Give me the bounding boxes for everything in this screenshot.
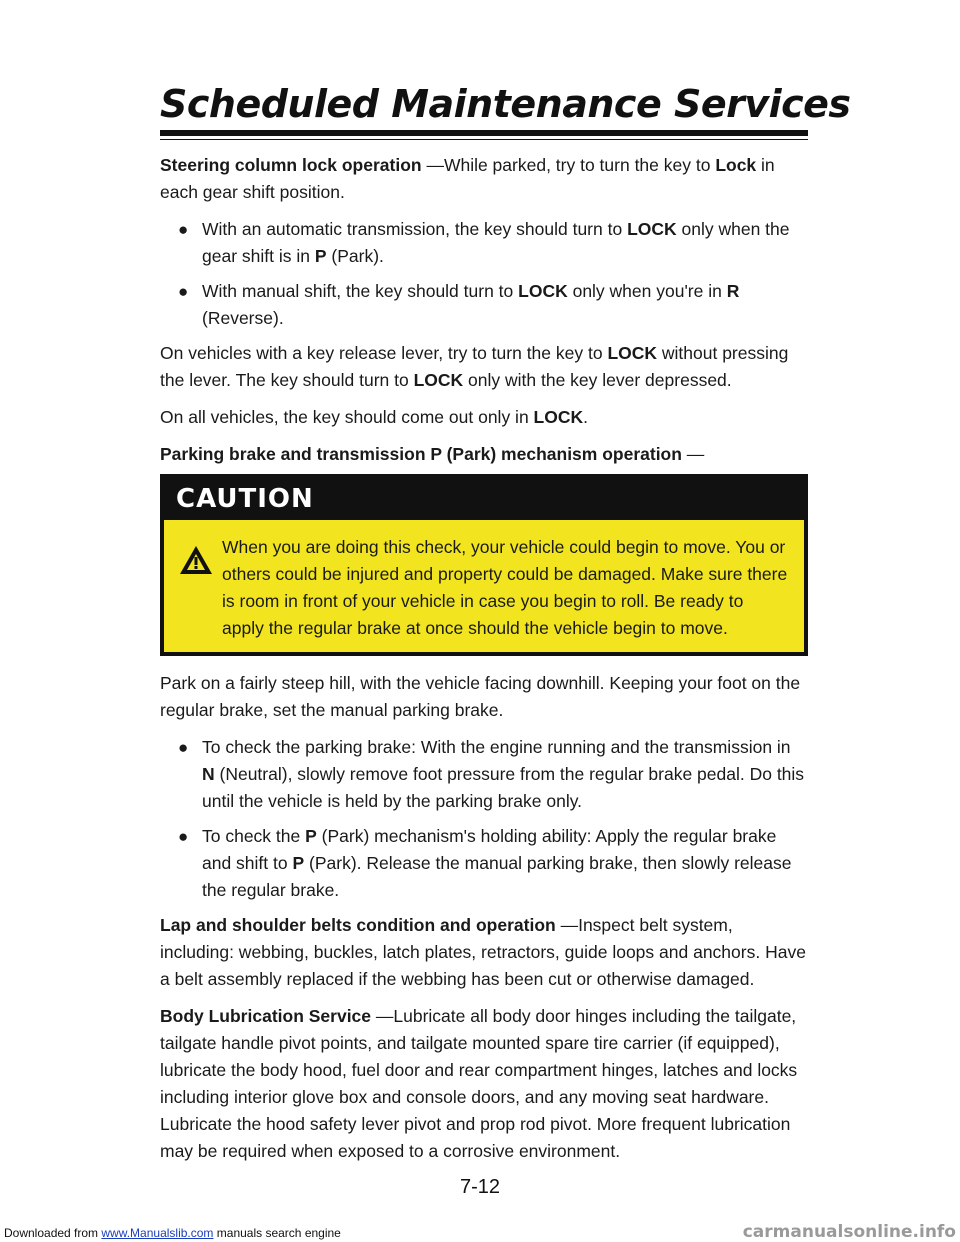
title-rule bbox=[160, 130, 808, 136]
bullet-text: (Park). Release the manual parking brake, then slowly release the regular brake. bbox=[202, 853, 792, 900]
bullet-bold: P bbox=[292, 853, 305, 873]
parking-heading-paragraph bbox=[160, 441, 808, 468]
page-title: Scheduled Maintenance Services bbox=[160, 82, 851, 126]
steering-text: —While parked, try to turn the key to bbox=[421, 155, 716, 175]
page-content bbox=[160, 152, 808, 1175]
caution-text: When you are doing this check, your vehicle could begin to move. You or others could be injured and property could be damaged. Make sure there is room in front of your vehicle in case you begin to roll. Be ready to apply the regular brake at once should the vehicle begin to move. bbox=[222, 537, 788, 638]
bullet-dot-icon: ● bbox=[178, 282, 189, 301]
text: —Inspect belt system, including: webbing, buckles, latch plates, retractors, guide loops and anchors. Have a belt assembly replaced if the webbing has been cut or otherwise damaged. bbox=[160, 915, 806, 989]
bullet-text: To check the parking brake: With the engine running and the transmission in bbox=[202, 737, 791, 757]
belts-heading: Lap and shoulder belts condition and operation bbox=[160, 915, 556, 935]
bullet-bold: R bbox=[726, 281, 740, 301]
bullet-text: only when you're in bbox=[567, 281, 727, 301]
bullet-text: (Reverse). bbox=[202, 308, 284, 328]
steering-paragraph bbox=[160, 152, 808, 206]
bullet-text: (Park) mechanism's holding ability: Apply the regular brake and shift to bbox=[202, 826, 777, 873]
bullet-bold: LOCK bbox=[627, 219, 677, 239]
text: On all vehicles, the key should come out only in bbox=[160, 407, 534, 427]
list-item bbox=[160, 278, 808, 332]
lubrication-heading: Body Lubrication Service bbox=[160, 1006, 372, 1026]
text: —Lubricate all body door hinges including the tailgate, tailgate handle pivot points, and tailgate mounted spare tire carrier (if equipped), lubricate the body hood, fuel door and rear compartment hinges, latches and locks including interior glove box and console doors, and any moving seat hardware. Lubricate the hood safety lever pivot and prop rod pivot. More frequent lubrication may be required when exposed to a corrosive environment. bbox=[160, 1006, 798, 1161]
download-footer bbox=[4, 1226, 341, 1240]
bullet-dot-icon: ● bbox=[178, 827, 189, 846]
text: On vehicles with a key release lever, try to turn the key to bbox=[160, 343, 608, 363]
bullet-text: With an automatic transmission, the key should turn to bbox=[202, 219, 628, 239]
page-number: 7-12 bbox=[459, 1176, 501, 1198]
footer-prefix: Downloaded from bbox=[4, 1226, 102, 1240]
text: only with the key lever depressed. bbox=[463, 370, 732, 390]
bullet-bold: N bbox=[202, 764, 215, 784]
steering-heading: Steering column lock operation bbox=[160, 155, 422, 175]
bullet-text: (Neutral), slowly remove foot pressure from the regular brake pedal. Do this until the vehicle is held by the parking brake only. bbox=[202, 764, 805, 811]
steering-text2: in each gear shift position. bbox=[160, 155, 775, 202]
lubrication-paragraph bbox=[160, 1003, 808, 1165]
title-rule-thin bbox=[160, 139, 808, 140]
bullet-bold: LOCK bbox=[518, 281, 568, 301]
warning-triangle-icon bbox=[178, 544, 214, 576]
text: without pressing the lever. The key should turn to bbox=[160, 343, 789, 390]
bold-text: LOCK bbox=[607, 343, 658, 363]
bullet-bold: P bbox=[305, 826, 317, 846]
bullet-bold: P bbox=[314, 246, 327, 266]
all-vehicles-paragraph bbox=[160, 404, 808, 431]
text: — bbox=[681, 444, 705, 464]
bullet-dot-icon: ● bbox=[178, 220, 189, 239]
bullet-text: To check the bbox=[202, 826, 306, 846]
bullet-text: (Park). bbox=[326, 246, 384, 266]
caution-box bbox=[160, 474, 808, 656]
caution-label: CAUTION bbox=[164, 478, 804, 520]
footer-suffix: manuals search engine bbox=[213, 1226, 341, 1240]
list-item bbox=[160, 216, 808, 270]
bold-text: LOCK bbox=[413, 370, 464, 390]
belts-paragraph bbox=[160, 912, 808, 993]
bullet-text: only when the gear shift is in bbox=[202, 219, 790, 266]
release-lever-paragraph bbox=[160, 340, 808, 394]
parking-heading: Parking brake and transmission P (Park) mechanism operation bbox=[160, 444, 682, 464]
manualslib-link[interactable]: www.Manualslib.com bbox=[101, 1226, 214, 1240]
text: . bbox=[583, 407, 588, 427]
bullet-text: With manual shift, the key should turn to bbox=[202, 281, 519, 301]
watermark: carmanualsonline.info bbox=[742, 1222, 956, 1242]
caution-body bbox=[164, 520, 804, 652]
list-item bbox=[160, 734, 808, 815]
steering-lock: Lock bbox=[715, 155, 757, 175]
bullet-dot-icon: ● bbox=[178, 738, 189, 757]
steering-bullet-list bbox=[160, 216, 808, 332]
park-hill-paragraph: Park on a fairly steep hill, with the vehicle facing downhill. Keeping your foot on the regular brake, set the manual parking brake. bbox=[160, 673, 801, 720]
list-item bbox=[160, 823, 808, 904]
bold-text: LOCK bbox=[533, 407, 584, 427]
parking-bullet-list bbox=[160, 734, 808, 904]
